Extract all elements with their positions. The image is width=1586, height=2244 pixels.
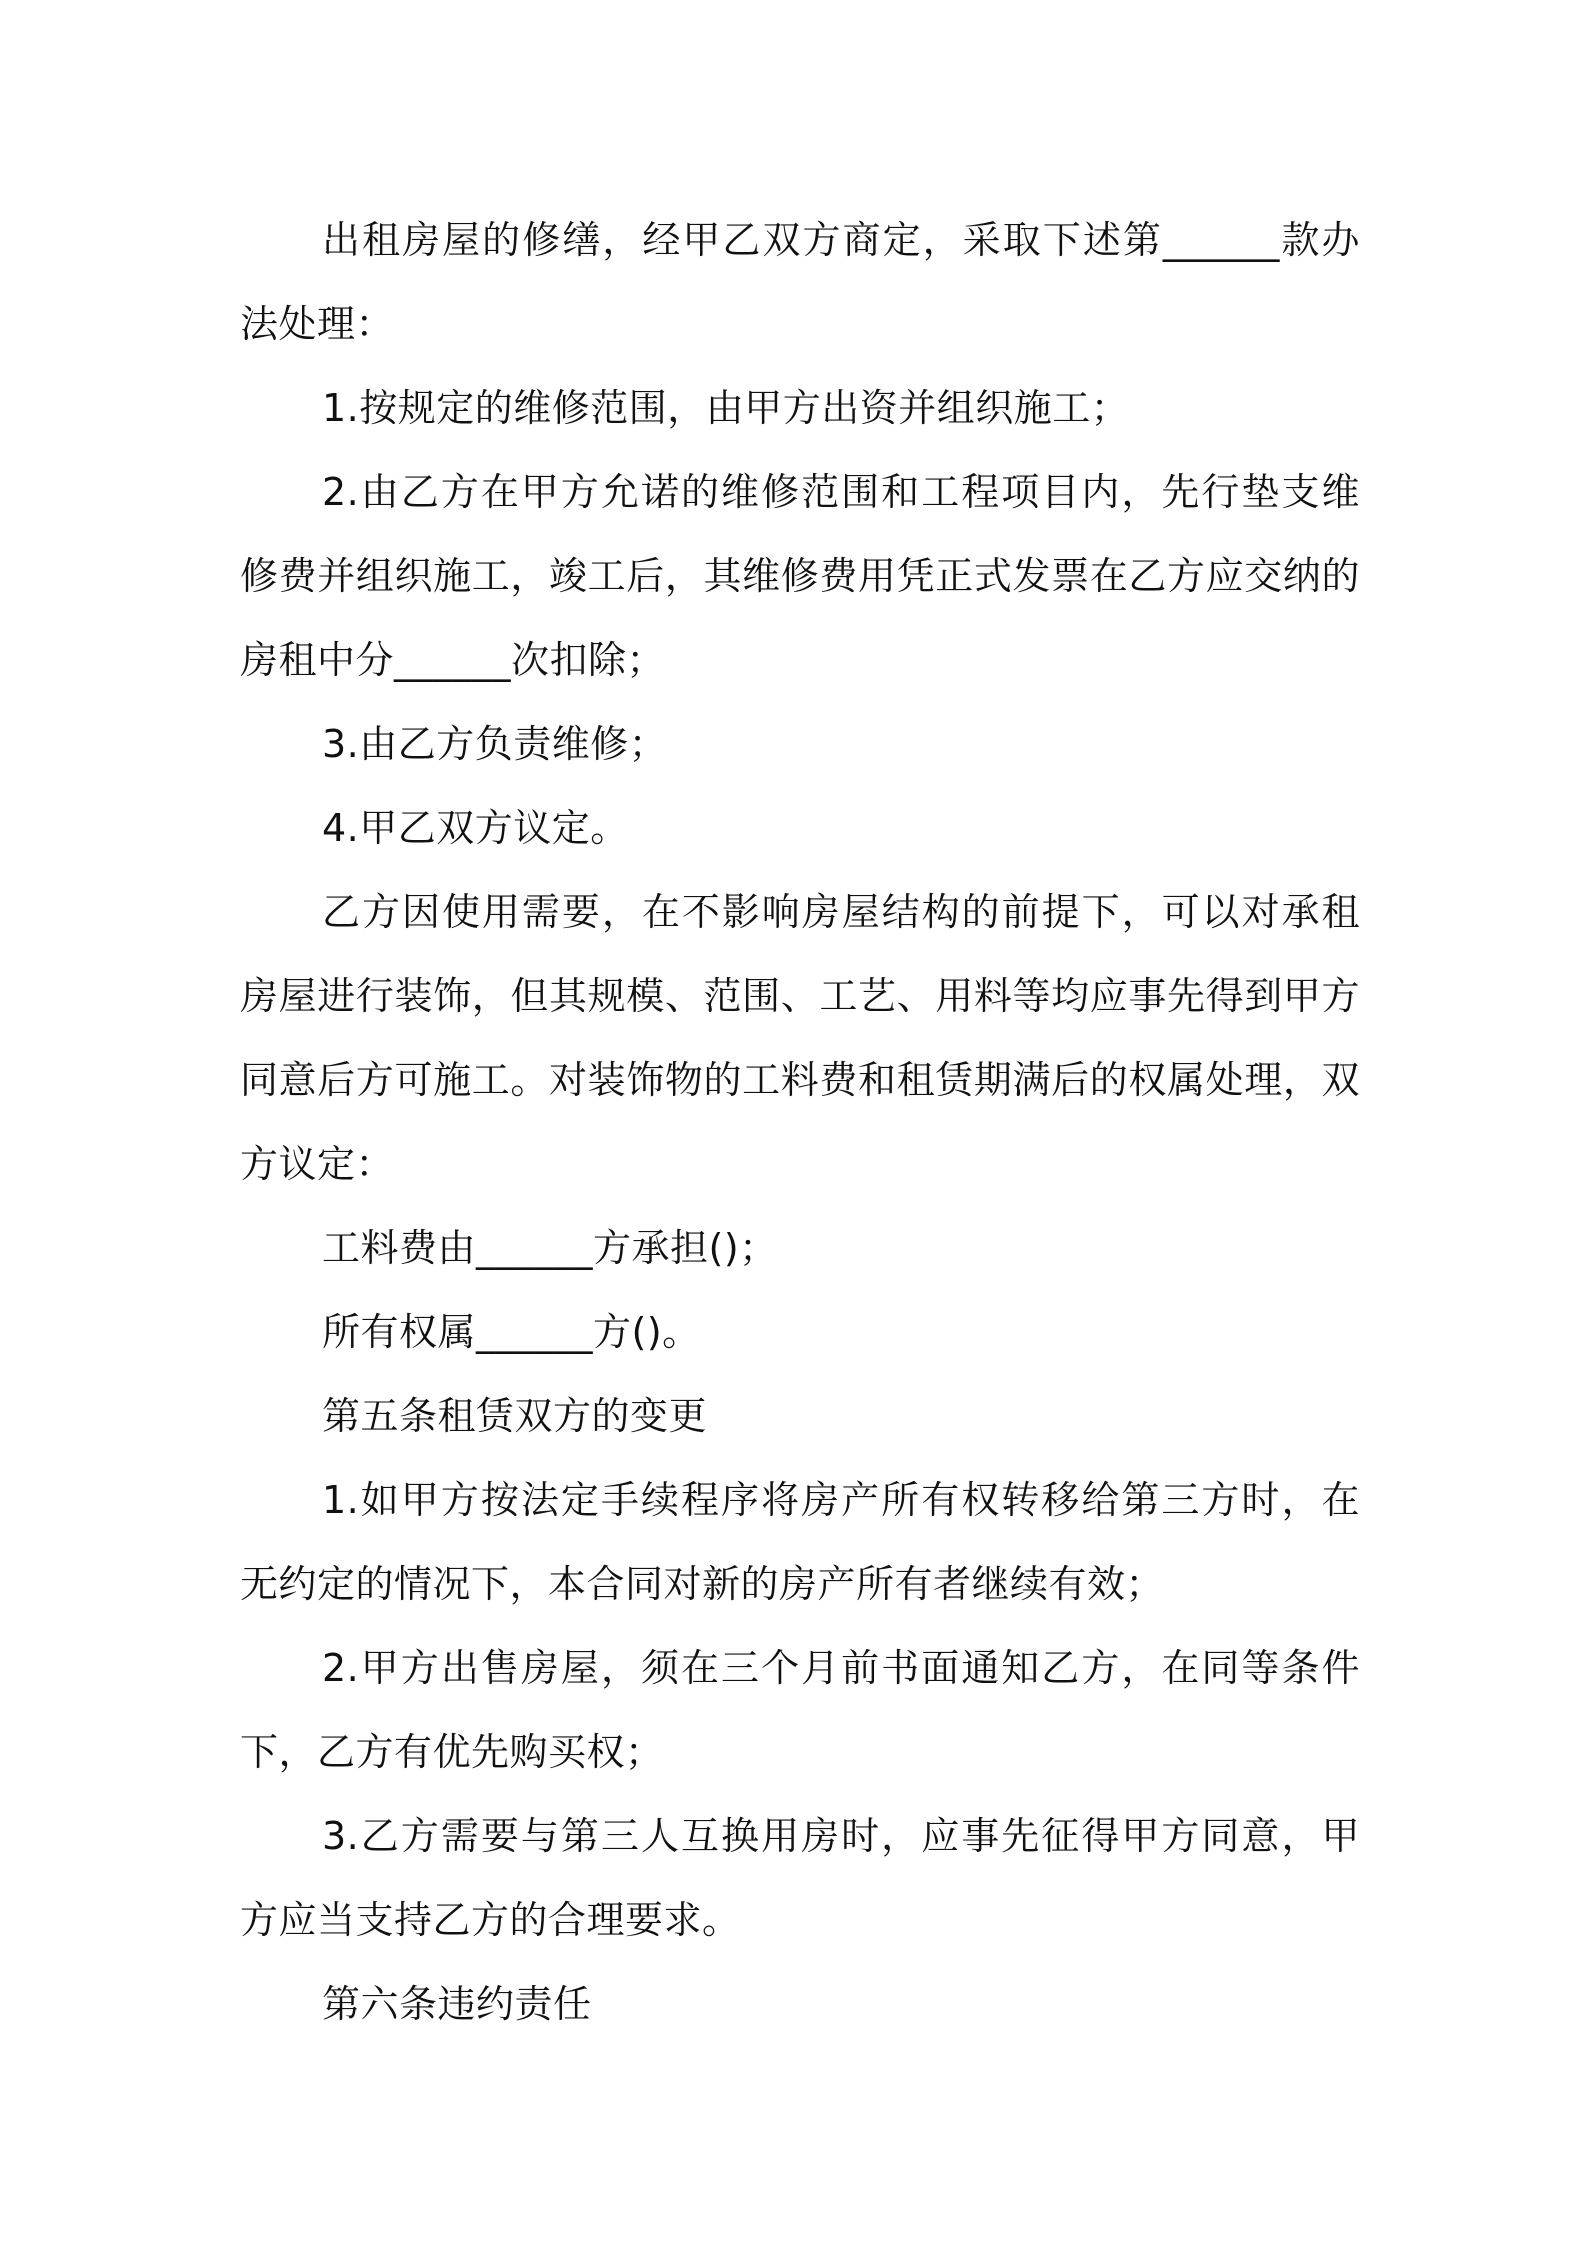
section-heading-article-6: 第六条违约责任 xyxy=(322,1982,592,2026)
paragraph-change-clause-1: 1.如甲方按法定手续程序将房产所有权转移给第三方时，在无约定的情况下，本合同对新的房产所有者继续有效； xyxy=(240,1478,1360,1606)
paragraph-repair-option-4: 4.甲乙双方议定。 xyxy=(322,806,629,850)
section-heading-article-5: 第五条租赁双方的变更 xyxy=(322,1394,708,1438)
paragraph-material-cost: 工料费由______方承担()； xyxy=(322,1226,778,1270)
paragraph-ownership: 所有权属______方()。 xyxy=(322,1310,701,1354)
paragraph-repair-options-intro: 出租房屋的修缮，经甲乙双方商定，采取下述第______款办法处理： xyxy=(240,218,1360,346)
paragraph-repair-option-3: 3.由乙方负责维修； xyxy=(322,722,668,766)
document-body xyxy=(240,198,1360,2046)
paragraph-repair-option-1: 1.按规定的维修范围，由甲方出资并组织施工； xyxy=(322,386,1130,430)
paragraph-decoration-terms: 乙方因使用需要，在不影响房屋结构的前提下，可以对承租房屋进行装饰，但其规模、范围、工艺、用料等均应事先得到甲方同意后方可施工。对装饰物的工料费和租赁期满后的权属处理，双方议定： xyxy=(240,890,1360,1186)
paragraph-repair-option-2: 2.由乙方在甲方允诺的维修范围和工程项目内，先行垫支维修费并组织施工，竣工后，其维修费用凭正式发票在乙方应交纳的房租中分______次扣除； xyxy=(240,470,1360,682)
paragraph-change-clause-3: 3.乙方需要与第三人互换用房时，应事先征得甲方同意，甲方应当支持乙方的合理要求。 xyxy=(240,1814,1360,1942)
paragraph-change-clause-2: 2.甲方出售房屋，须在三个月前书面通知乙方，在同等条件下，乙方有优先购买权； xyxy=(240,1646,1360,1774)
